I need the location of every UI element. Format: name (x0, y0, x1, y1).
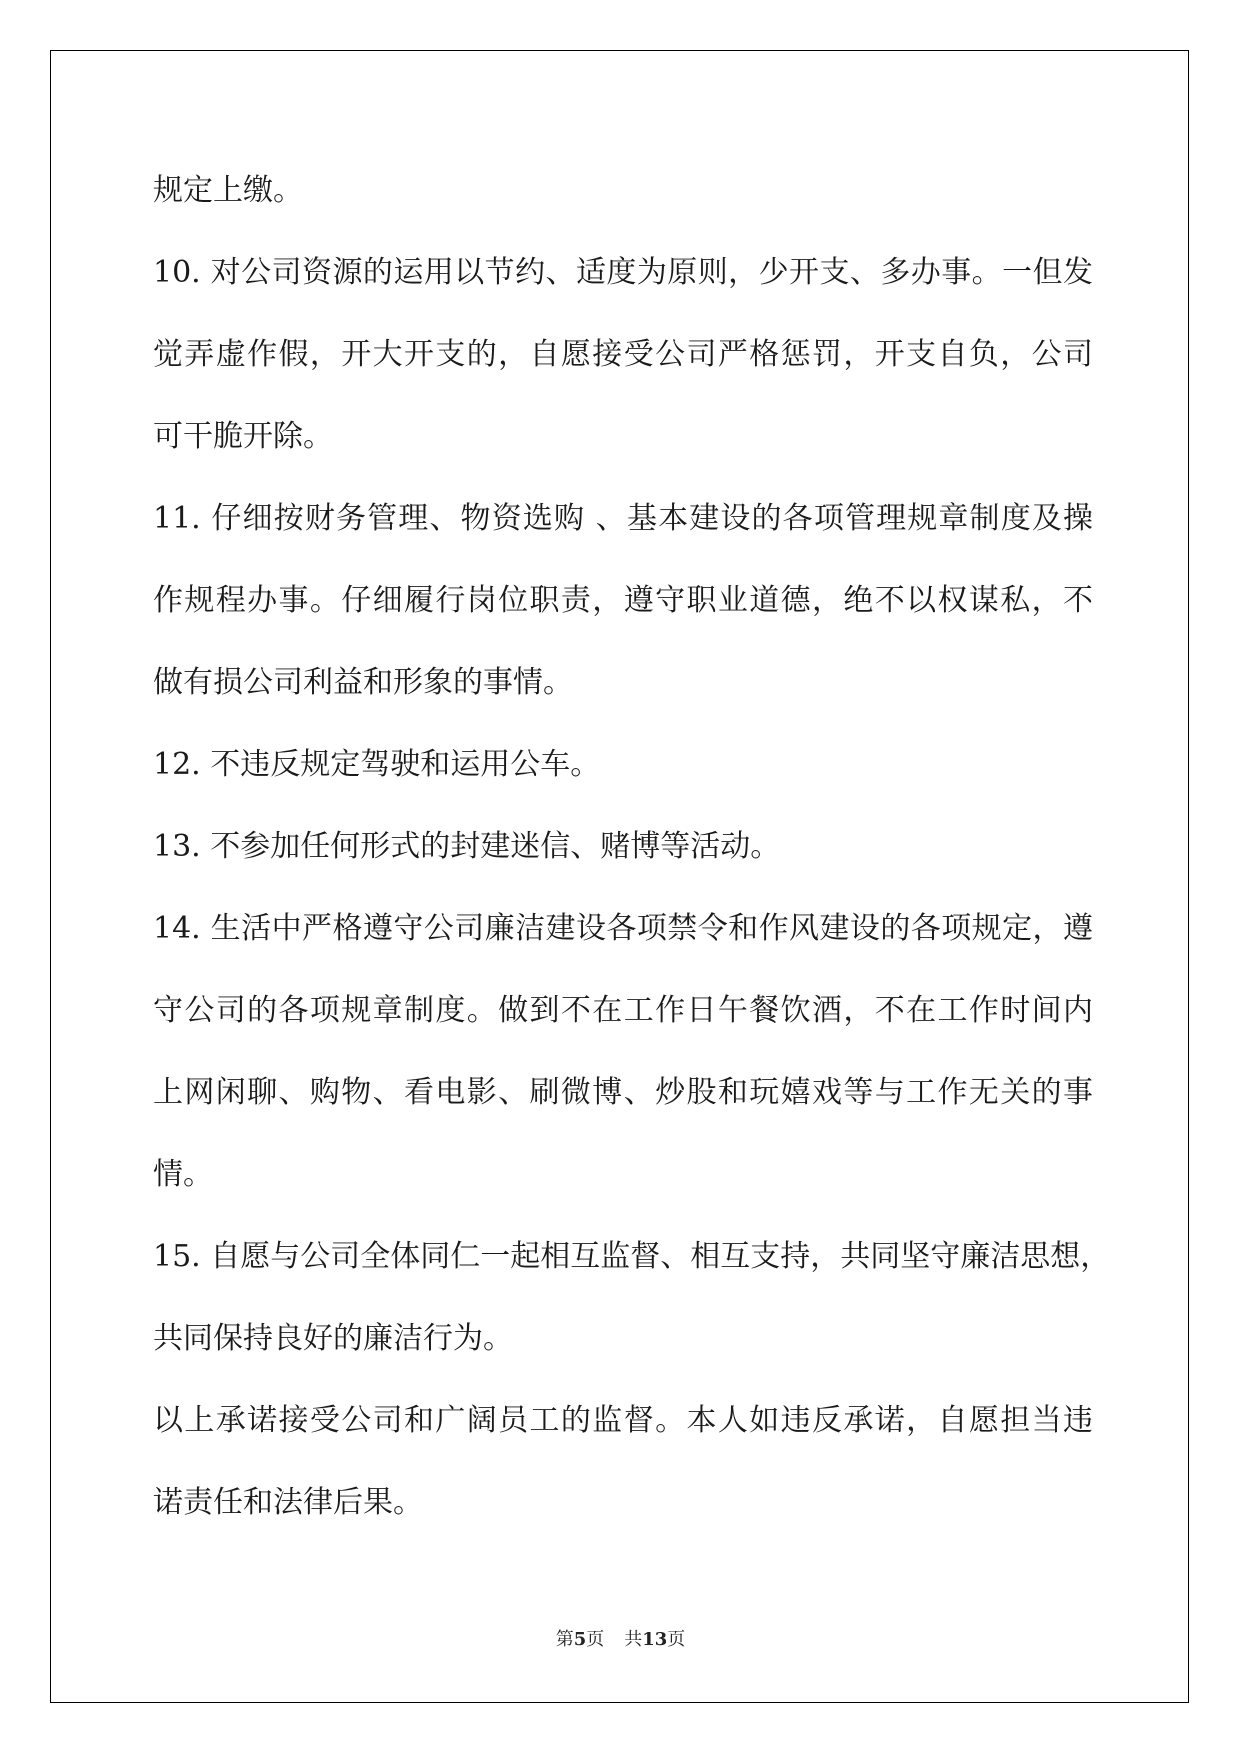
page-prefix: 第 (555, 1629, 574, 1650)
text-line: 14. 生活中严格遵守公司廉洁建设各项禁令和作风建设的各项规定，遵 (153, 911, 1093, 946)
total-prefix: 共 (624, 1629, 643, 1650)
text-line: 上网闲聊、购物、看电影、刷微博、炒股和玩嬉戏等与工作无关的事 (153, 1075, 1093, 1110)
text-line: 觉弄虚作假，开大开支的，自愿接受公司严格惩罚，开支自负，公司 (153, 337, 1093, 372)
page-suffix: 页 (586, 1629, 605, 1650)
text-line: 做有损公司利益和形象的事情。 (153, 665, 573, 700)
text-line: 以上承诺接受公司和广阔员工的监督。本人如违反承诺，自愿担当违 (153, 1403, 1093, 1438)
text-line: 情。 (153, 1157, 213, 1192)
text-line: 诺责任和法律后果。 (153, 1485, 423, 1520)
text-line: 共同保持良好的廉洁行为。 (153, 1321, 513, 1356)
text-line: 15. 自愿与公司全体同仁一起相互监督、相互支持，共同坚守廉洁思想， (153, 1239, 1111, 1274)
text-line: 12. 不违反规定驾驶和运用公车。 (153, 747, 601, 782)
text-line: 守公司的各项规章制度。做到不在工作日午餐饮酒，不在工作时间内 (153, 993, 1093, 1028)
text-line: 11. 仔细按财务管理、物资选购 、基本建设的各项管理规章制度及操 (153, 501, 1093, 536)
text-line: 作规程办事。仔细履行岗位职责，遵守职业道德，绝不以权谋私，不 (153, 583, 1093, 618)
page-footer (0, 1625, 1241, 1651)
text-line: 13. 不参加任何形式的封建迷信、赌博等活动。 (153, 829, 781, 864)
text-line: 10. 对公司资源的运用以节约、适度为原则，少开支、多办事。一但发 (153, 255, 1093, 290)
text-line: 规定上缴。 (153, 173, 303, 208)
page-number: 5 (573, 1629, 587, 1650)
text-line: 可干脆开除。 (153, 419, 333, 454)
total-suffix: 页 (667, 1629, 686, 1650)
document-body (153, 150, 1111, 1544)
total-pages: 13 (642, 1629, 668, 1650)
